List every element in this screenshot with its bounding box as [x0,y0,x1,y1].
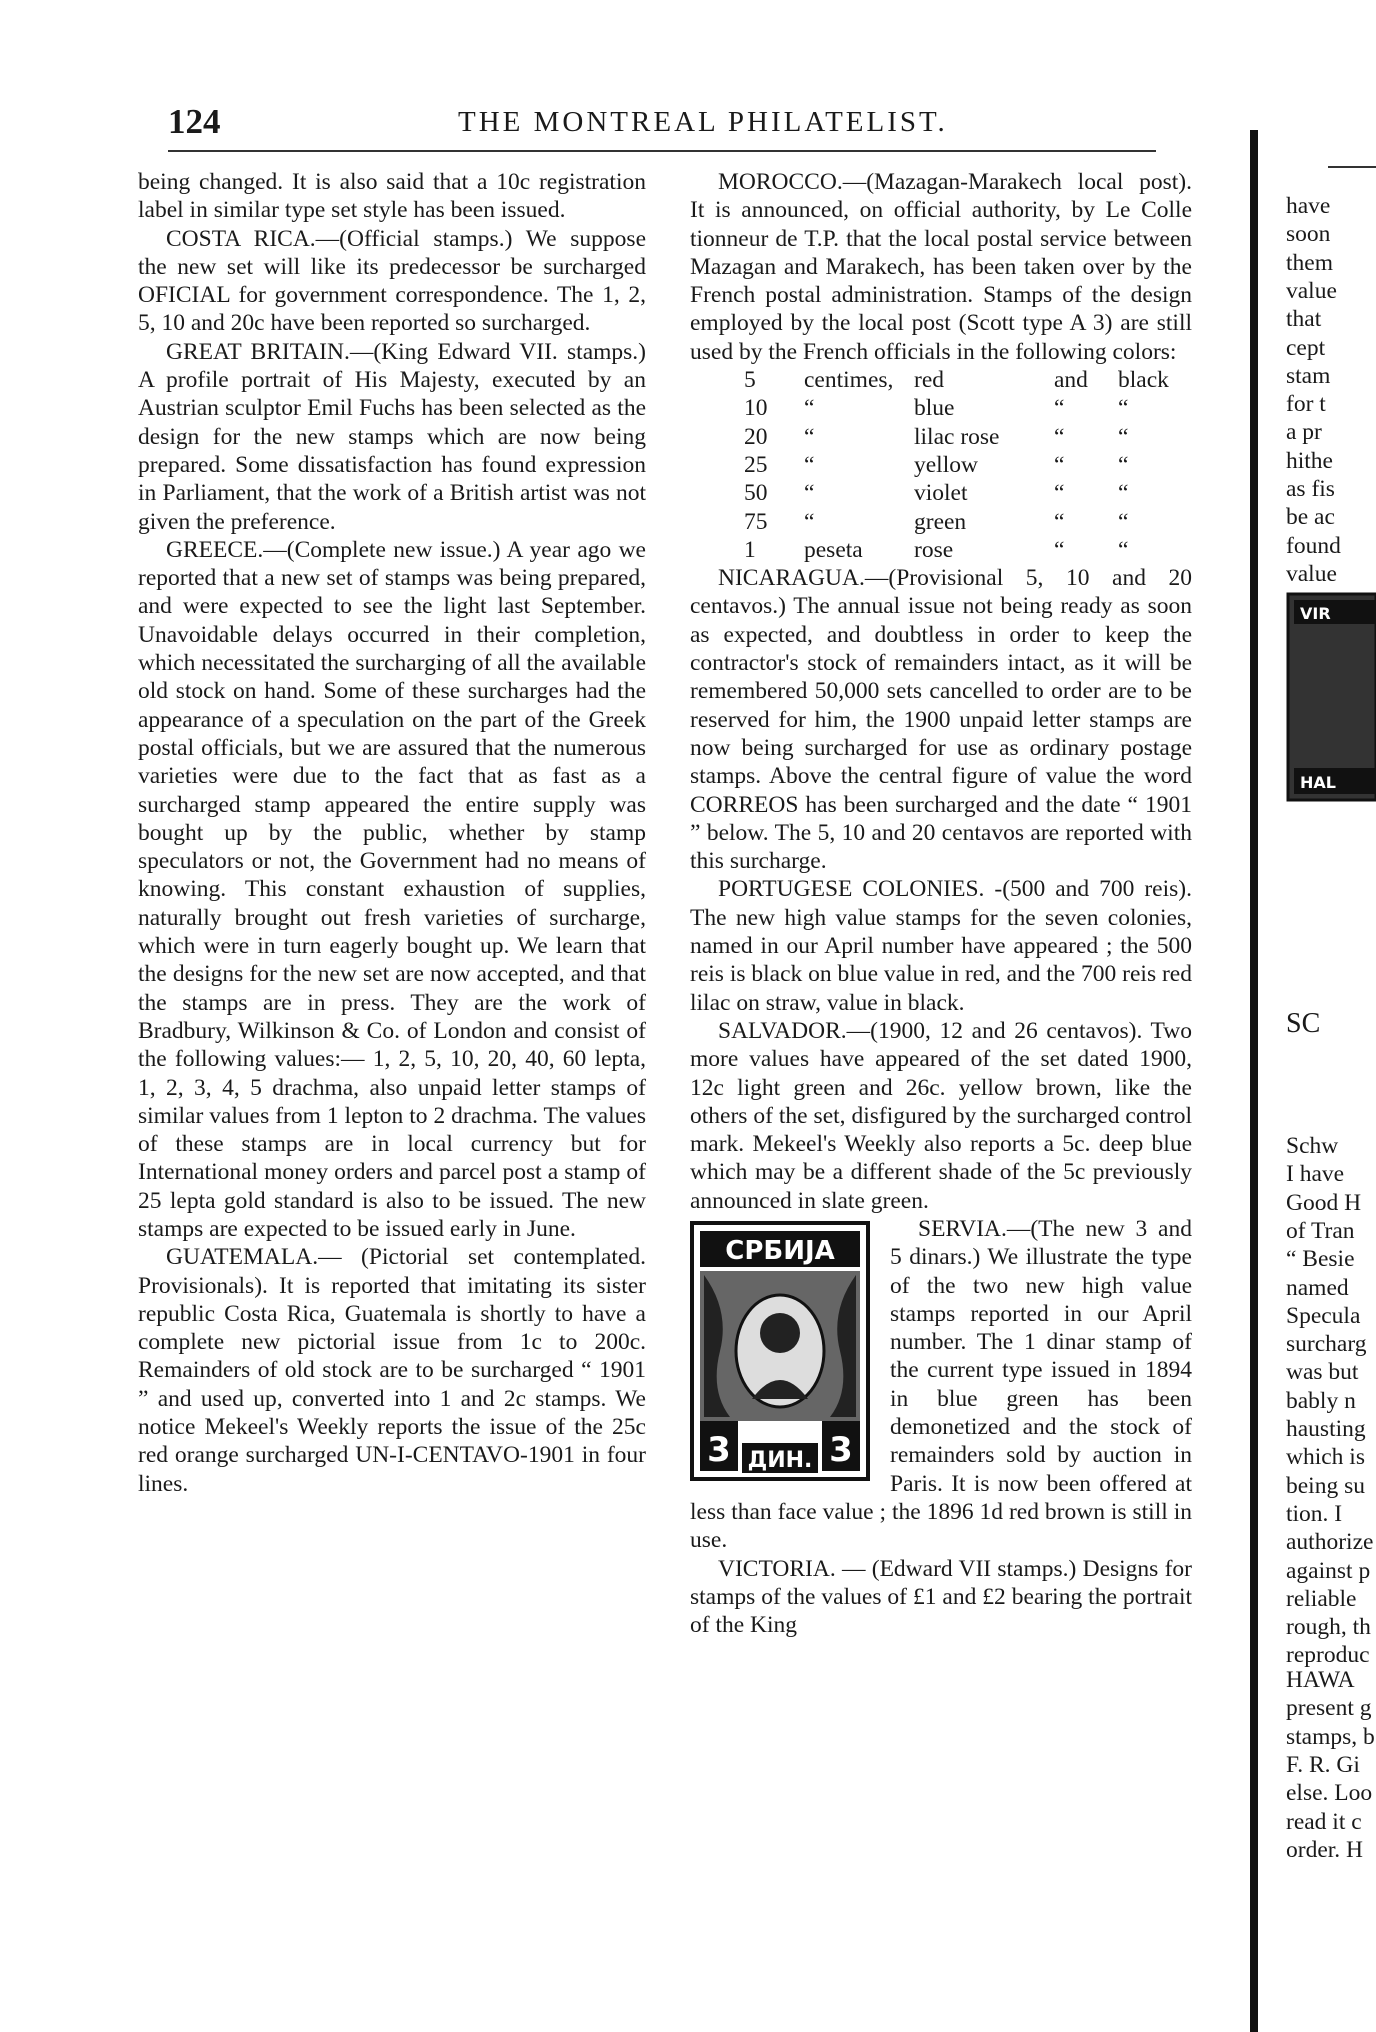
color-table-value: 20 [744,423,768,450]
adjacent-line: as fis [1286,476,1335,502]
adjacent-line: rough, th [1286,1614,1371,1641]
color-table-second: black [1118,367,1169,394]
left-column [138,168,646,1498]
para-greece: GREECE.—(Complete new issue.) A year ago we reported that a new set of stamps was being prepared, and were expected to see the light last September. Unavoidable delays occurred in their completion, which necessitated the surcharging of all the available old stock on hand. Some of these surcharges had the appearance of a speculation on the part of the Greek postal officials, but we are assured that the numerous varieties were due to the fact that as fast as a surcharged stamp appeared the entire supply was bought up by the public, whether by stamp speculators or not, the Government had no means of knowing. This constant exhaustion of supplies, naturally brought out fresh varieties of surcharge, which were in turn eagerly bought up. We learn that the designs for the new set are now accepted, and that the stamps are in press. They are the work of Bradbury, Wilkinson & Co. of London and consist of the following values:— 1, 2, 5, 10, 20, 40, 60 lepta, 1, 2, 3, 4, 5 drachma, also unpaid letter stamps of similar values from 1 lepton to 2 drachma. The values of these stamps are in local currency but for International money orders and parcel post a stamp of 25 lepta gold standard is also to be issued. The new stamps are expected to be issued early in June. [138,536,646,1242]
color-table-color: green [914,508,967,535]
color-table-second: “ [1118,395,1129,422]
adjacent-line: reproduc [1286,1642,1370,1669]
adjacent-line: bably n [1286,1387,1356,1414]
color-table-and: “ [1054,480,1065,507]
adjacent-header-rule [1328,166,1376,168]
color-table-value: 25 [744,451,768,478]
servia-stamp-illustration [690,1221,870,1481]
color-table-second: “ [1118,423,1129,450]
color-table-unit: “ [804,451,815,478]
color-table-value: 75 [744,508,768,535]
para-salvador: SALVADOR.—(1900, 12 and 26 centavos). Two more values have appeared of the set dated 1900, 12c light green and 26c. yellow brown, like the others of the set, disfigured by the surcharged control mark. Mekeel's Weekly also reports a 5c. deep blue which may be a different shade of the 5c previously announced in slate green. [690,1017,1192,1214]
adjacent-line: read it c [1286,1808,1362,1835]
para-nicaragua: NICARAGUA.—(Provisional 5, 10 and 20 centavos.) The annual issue not being ready as soon as expected, and doubtless in order to keep the contractor's stock of remainders intact, as it will be remembered 50,000 sets cancelled to order are to be reserved for him, the 1900 unpaid letter stamps are now being surcharged for use as ordinary postage stamps. Above the central figure of value the word CORREOS has been surcharged and the date “ 1901 ” below. The 5, 10 and 20 centavos are reported with this surcharge. [690,565,1192,875]
color-table-value: 5 [744,367,756,394]
adjacent-line: was but [1286,1359,1359,1386]
adjacent-line: of Tran [1286,1217,1355,1244]
adjacent-line: order. H [1286,1836,1364,1863]
adjacent-line: Schw [1286,1133,1339,1159]
adjacent-line: hithe [1286,447,1333,474]
adjacent-line: have [1286,193,1331,219]
adjacent-line: present g [1286,1695,1372,1722]
adjacent-line: for t [1286,391,1326,418]
color-table-and: “ [1054,508,1065,535]
color-table [710,366,1192,564]
adjacent-line: “ Besie [1286,1246,1355,1273]
color-table-value: 10 [744,395,768,422]
color-table-row [710,366,1192,394]
adjacent-line: against p [1286,1557,1371,1584]
color-table-row [710,479,1192,507]
adjacent-heading: SC [1286,1008,1321,1039]
color-table-and: “ [1054,536,1065,563]
stamp-country-text: СРБИЈА [725,1235,835,1266]
color-table-row [710,394,1192,422]
para-portuguese-colonies: PORTUGESE COLONIES. -(500 and 700 reis). The new high value stamps for the seven colonies, named in our April number have appeared ; the 500 reis is black on blue value in red, and the 700 reis red lilac on straw, value in black. [690,876,1192,1016]
para-servia: SERVIA.—(The new 3 and 5 dinars.) We illustrate the type of the two new high value stamps reported in our April number. The 1 dinar stamp of the current type issued in 1894 in blue green has been demonetized and the stock of remainders sold by auction in Paris. It is now been offered at less than face value ; the 1896 1d red brown is still in use. [690,1215,1192,1554]
color-table-row [710,451,1192,479]
adjacent-line: I have [1286,1161,1345,1188]
stamp-value-right: 3 [829,1429,853,1470]
right-column [690,168,1192,1639]
adjacent-line: being su [1286,1472,1365,1499]
color-table-second: “ [1118,508,1129,535]
adjacent-line: value [1286,560,1337,587]
color-table-and: “ [1054,395,1065,422]
adjacent-line: found [1286,532,1341,559]
adjacent-page-edge [1250,130,1376,2032]
page-number: 124 [168,102,221,141]
color-table-unit: “ [804,395,815,422]
running-title: THE MONTREAL PHILATELIST. [458,106,948,138]
adjacent-line: soon [1286,221,1331,248]
color-table-color: rose [914,536,954,563]
stamp-value-left: 3 [707,1429,731,1470]
adjacent-line: hausting [1286,1416,1366,1442]
color-table-second: “ [1118,480,1129,507]
color-table-row [710,508,1192,536]
para-morocco: MOROCCO.—(Mazagan-Marakech local post). It is announced, on official authority, by Le Colle tionneur de T.P. that the local postal service between Mazagan and Marakech, has been taken over by the French postal administration. Stamps of the design employed by the local post (Scott type A 3) are still used by the French officials in the following colors: [690,169,1192,365]
page-header [168,102,1198,152]
adjacent-line: reliable [1286,1585,1357,1612]
adjacent-line: a pr [1286,419,1322,446]
adjacent-line: stam [1286,362,1331,389]
color-table-row [710,536,1192,564]
color-table-and: “ [1054,451,1065,478]
page-gutter-shadow [1250,130,1258,2032]
adjacent-stamp-bottom: HAL [1300,773,1336,792]
adjacent-line: authorize [1286,1529,1374,1556]
color-table-second: “ [1118,536,1129,563]
color-table-and: “ [1054,423,1065,450]
color-table-color: red [914,367,945,394]
color-table-row [710,423,1192,451]
header-rule [168,150,1156,152]
adjacent-line: value [1286,277,1337,304]
color-table-value: 1 [744,536,756,563]
adjacent-line: that [1286,306,1322,333]
adjacent-line: HAWA [1286,1667,1355,1693]
adjacent-stamp [1286,592,1376,802]
color-table-unit: “ [804,480,815,507]
adjacent-line: be ac [1286,504,1335,531]
color-table-unit: “ [804,508,815,535]
color-table-unit: “ [804,423,815,450]
adjacent-line: Good H [1286,1189,1362,1216]
color-table-color: yellow [914,451,978,478]
color-table-and: and [1054,367,1088,394]
adjacent-line: which is [1286,1444,1365,1471]
color-table-color: lilac rose [914,423,1000,450]
adjacent-line: surcharg [1286,1331,1367,1358]
para-great-britain: GREAT BRITAIN.—(King Edward VII. stamps.) A profile portrait of His Majesty, executed by an Austrian sculptor Emil Fuchs has been selected as the design for the new stamps which are now being prepared. Some dissatisfaction has found expression in Parliament, that the work of a British artist was not given the preference. [138,338,646,535]
color-table-color: blue [914,395,955,422]
adjacent-stamp-top: VIR [1300,604,1331,623]
stamp-denomination: ДИН. [747,1447,813,1473]
adjacent-line: cept [1286,334,1326,361]
para-guatemala: GUATEMALA.— (Pictorial set contemplated. Provisionals). It is reported that imitating its sister republic Costa Rica, Guatemala is shortly to have a complete new pictorial issue from 1c to 200c. Remainders of old stock are to be surcharged “ 1901 ” and used up, converted into 1 and 2c stamps. We notice Mekeel's Weekly reports the issue of the 25c red orange surcharged UN-I-CENTAVO-1901 in four lines. [138,1244,646,1497]
color-table-color: violet [914,480,968,507]
adjacent-line: tion. I [1286,1500,1343,1527]
adjacent-line: named [1286,1274,1349,1301]
color-table-unit: peseta [804,536,863,563]
adjacent-line: Specula [1286,1302,1361,1329]
servia-stamp-svg [690,1221,870,1481]
para-victoria: VICTORIA. — (Edward VII stamps.) Designs for stamps of the values of £1 and £2 bearing the portrait of the King [690,1555,1192,1639]
adjacent-line: F. R. Gi [1286,1751,1360,1778]
adjacent-line: else. Loo [1286,1780,1373,1807]
color-table-value: 50 [744,480,768,507]
para-costa-rica: COSTA RICA.—(Official stamps.) We suppose the new set will like its predecessor be surcharged OFICIAL for government correspondence. The 1, 2, 5, 10 and 20c have been reported so surcharged. [138,225,646,337]
color-table-unit: centimes, [804,367,894,394]
color-table-second: “ [1118,451,1129,478]
adjacent-line: stamps, b [1286,1723,1375,1750]
adjacent-line: them [1286,249,1333,276]
para-intro: being changed. It is also said that a 10c registration label in similar type set style has been issued. [138,169,646,224]
